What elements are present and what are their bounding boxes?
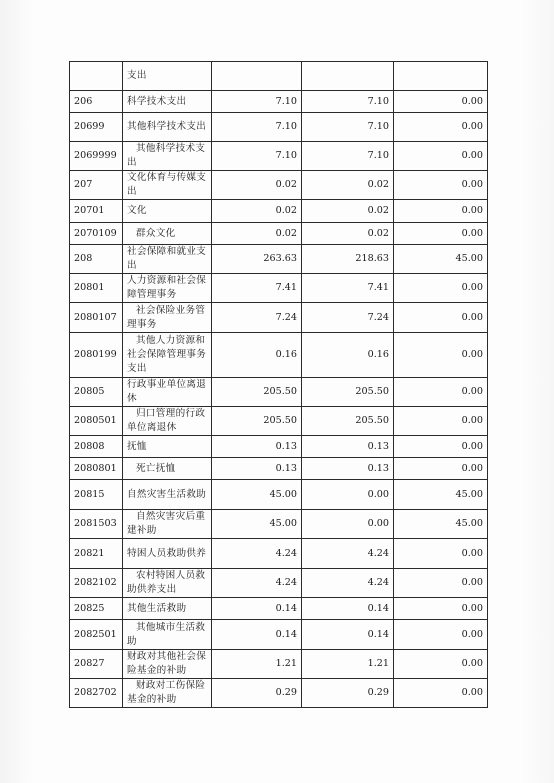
basic-expenditure-cell: 0.02 xyxy=(302,223,394,245)
item-name-cell: 社会保障和就业支出 xyxy=(123,245,212,274)
item-name-cell: 农村特困人员救助供养支出 xyxy=(123,569,212,598)
project-expenditure-cell: 0.00 xyxy=(394,274,488,303)
item-code-cell: 20827 xyxy=(70,650,123,679)
table-row xyxy=(70,650,488,679)
table-row xyxy=(70,378,488,407)
project-expenditure-cell: 0.00 xyxy=(394,91,488,113)
total-amount-cell: 7.10 xyxy=(212,91,302,113)
basic-expenditure-cell: 218.63 xyxy=(302,245,394,274)
total-amount-cell: 45.00 xyxy=(212,480,302,510)
item-name-cell: 特困人员救助供养 xyxy=(123,539,212,569)
table-row xyxy=(70,62,488,91)
item-code-cell: 20808 xyxy=(70,436,123,458)
total-amount-cell: 0.13 xyxy=(212,458,302,480)
project-expenditure-cell: 45.00 xyxy=(394,480,488,510)
basic-expenditure-cell: 7.24 xyxy=(302,303,394,333)
table-row xyxy=(70,679,488,708)
table-row xyxy=(70,91,488,113)
item-code-cell xyxy=(70,62,123,91)
project-expenditure-cell: 0.00 xyxy=(394,333,488,378)
total-amount-cell: 4.24 xyxy=(212,539,302,569)
item-name-cell: 自然灾害灾后重建补助 xyxy=(123,510,212,539)
item-code-cell: 207 xyxy=(70,171,123,200)
item-name-cell: 财政对工伤保险基金的补助 xyxy=(123,679,212,708)
item-code-cell: 2082501 xyxy=(70,620,123,650)
table-row xyxy=(70,303,488,333)
item-code-cell: 2082702 xyxy=(70,679,123,708)
total-amount-cell: 0.02 xyxy=(212,223,302,245)
table-row xyxy=(70,200,488,223)
basic-expenditure-cell: 1.21 xyxy=(302,650,394,679)
item-name-cell: 其他生活救助 xyxy=(123,598,212,620)
table-row xyxy=(70,480,488,510)
total-amount-cell: 4.24 xyxy=(212,569,302,598)
project-expenditure-cell: 0.00 xyxy=(394,303,488,333)
project-expenditure-cell: 0.00 xyxy=(394,598,488,620)
item-code-cell: 2082102 xyxy=(70,569,123,598)
total-amount-cell: 205.50 xyxy=(212,378,302,407)
project-expenditure-cell: 0.00 xyxy=(394,436,488,458)
total-amount-cell: 7.10 xyxy=(212,113,302,142)
table-row xyxy=(70,113,488,142)
total-amount-cell xyxy=(212,62,302,91)
basic-expenditure-cell: 4.24 xyxy=(302,569,394,598)
item-name-cell: 其他人力资源和社会保障管理事务支出 xyxy=(123,333,212,378)
table-row xyxy=(70,598,488,620)
item-name-cell: 文化体育与传媒支出 xyxy=(123,171,212,200)
table-row xyxy=(70,620,488,650)
basic-expenditure-cell: 0.13 xyxy=(302,436,394,458)
item-code-cell: 206 xyxy=(70,91,123,113)
table-row xyxy=(70,223,488,245)
project-expenditure-cell: 0.00 xyxy=(394,569,488,598)
item-code-cell: 20805 xyxy=(70,378,123,407)
table-row xyxy=(70,539,488,569)
project-expenditure-cell: 0.00 xyxy=(394,223,488,245)
table-row xyxy=(70,245,488,274)
item-name-cell: 其他科学技术支出 xyxy=(123,113,212,142)
item-name-cell: 财政对其他社会保险基金的补助 xyxy=(123,650,212,679)
total-amount-cell: 205.50 xyxy=(212,407,302,436)
item-code-cell: 20699 xyxy=(70,113,123,142)
total-amount-cell: 7.24 xyxy=(212,303,302,333)
project-expenditure-cell: 0.00 xyxy=(394,620,488,650)
project-expenditure-cell: 0.00 xyxy=(394,650,488,679)
table-row xyxy=(70,436,488,458)
table-row xyxy=(70,142,488,171)
item-code-cell: 20821 xyxy=(70,539,123,569)
basic-expenditure-cell: 205.50 xyxy=(302,378,394,407)
item-code-cell: 20701 xyxy=(70,200,123,223)
item-code-cell: 2080501 xyxy=(70,407,123,436)
total-amount-cell: 0.14 xyxy=(212,620,302,650)
project-expenditure-cell: 0.00 xyxy=(394,458,488,480)
basic-expenditure-cell: 0.02 xyxy=(302,171,394,200)
item-name-cell: 死亡抚恤 xyxy=(123,458,212,480)
basic-expenditure-cell xyxy=(302,62,394,91)
project-expenditure-cell: 45.00 xyxy=(394,510,488,539)
project-expenditure-cell: 45.00 xyxy=(394,245,488,274)
total-amount-cell: 0.14 xyxy=(212,598,302,620)
item-code-cell: 2081503 xyxy=(70,510,123,539)
item-name-cell: 行政事业单位离退休 xyxy=(123,378,212,407)
table-row xyxy=(70,407,488,436)
item-name-cell: 其他城市生活救助 xyxy=(123,620,212,650)
total-amount-cell: 7.10 xyxy=(212,142,302,171)
basic-expenditure-cell: 0.13 xyxy=(302,458,394,480)
item-code-cell: 20825 xyxy=(70,598,123,620)
basic-expenditure-cell: 0.14 xyxy=(302,598,394,620)
total-amount-cell: 0.02 xyxy=(212,200,302,223)
project-expenditure-cell: 0.00 xyxy=(394,378,488,407)
item-code-cell: 208 xyxy=(70,245,123,274)
total-amount-cell: 0.29 xyxy=(212,679,302,708)
basic-expenditure-cell: 7.41 xyxy=(302,274,394,303)
budget-table-body xyxy=(70,62,488,708)
project-expenditure-cell: 0.00 xyxy=(394,539,488,569)
basic-expenditure-cell: 0.00 xyxy=(302,510,394,539)
table-row xyxy=(70,333,488,378)
total-amount-cell: 45.00 xyxy=(212,510,302,539)
table-row xyxy=(70,274,488,303)
item-name-cell: 支出 xyxy=(123,62,212,91)
item-code-cell: 2080199 xyxy=(70,333,123,378)
item-name-cell: 自然灾害生活救助 xyxy=(123,480,212,510)
basic-expenditure-cell: 0.16 xyxy=(302,333,394,378)
basic-expenditure-cell: 0.29 xyxy=(302,679,394,708)
item-name-cell: 群众文化 xyxy=(123,223,212,245)
item-name-cell: 抚恤 xyxy=(123,436,212,458)
basic-expenditure-cell: 4.24 xyxy=(302,539,394,569)
item-code-cell: 2070109 xyxy=(70,223,123,245)
item-name-cell: 社会保险业务管理事务 xyxy=(123,303,212,333)
item-code-cell: 20801 xyxy=(70,274,123,303)
total-amount-cell: 0.13 xyxy=(212,436,302,458)
project-expenditure-cell: 0.00 xyxy=(394,679,488,708)
project-expenditure-cell: 0.00 xyxy=(394,142,488,171)
total-amount-cell: 0.02 xyxy=(212,171,302,200)
table-row xyxy=(70,569,488,598)
item-code-cell: 2080801 xyxy=(70,458,123,480)
item-name-cell: 归口管理的行政单位离退休 xyxy=(123,407,212,436)
total-amount-cell: 7.41 xyxy=(212,274,302,303)
basic-expenditure-cell: 0.00 xyxy=(302,480,394,510)
item-code-cell: 20815 xyxy=(70,480,123,510)
basic-expenditure-cell: 7.10 xyxy=(302,91,394,113)
budget-table xyxy=(69,61,488,708)
table-row xyxy=(70,510,488,539)
basic-expenditure-cell: 7.10 xyxy=(302,142,394,171)
project-expenditure-cell: 0.00 xyxy=(394,407,488,436)
item-code-cell: 2069999 xyxy=(70,142,123,171)
basic-expenditure-cell: 7.10 xyxy=(302,113,394,142)
basic-expenditure-cell: 0.14 xyxy=(302,620,394,650)
table-row xyxy=(70,458,488,480)
basic-expenditure-cell: 0.02 xyxy=(302,200,394,223)
project-expenditure-cell: 0.00 xyxy=(394,200,488,223)
total-amount-cell: 0.16 xyxy=(212,333,302,378)
item-name-cell: 人力资源和社会保障管理事务 xyxy=(123,274,212,303)
total-amount-cell: 263.63 xyxy=(212,245,302,274)
item-code-cell: 2080107 xyxy=(70,303,123,333)
project-expenditure-cell: 0.00 xyxy=(394,171,488,200)
item-name-cell: 其他科学技术支出 xyxy=(123,142,212,171)
project-expenditure-cell: 0.00 xyxy=(394,113,488,142)
total-amount-cell: 1.21 xyxy=(212,650,302,679)
basic-expenditure-cell: 205.50 xyxy=(302,407,394,436)
item-name-cell: 文化 xyxy=(123,200,212,223)
item-name-cell: 科学技术支出 xyxy=(123,91,212,113)
table-row xyxy=(70,171,488,200)
project-expenditure-cell xyxy=(394,62,488,91)
